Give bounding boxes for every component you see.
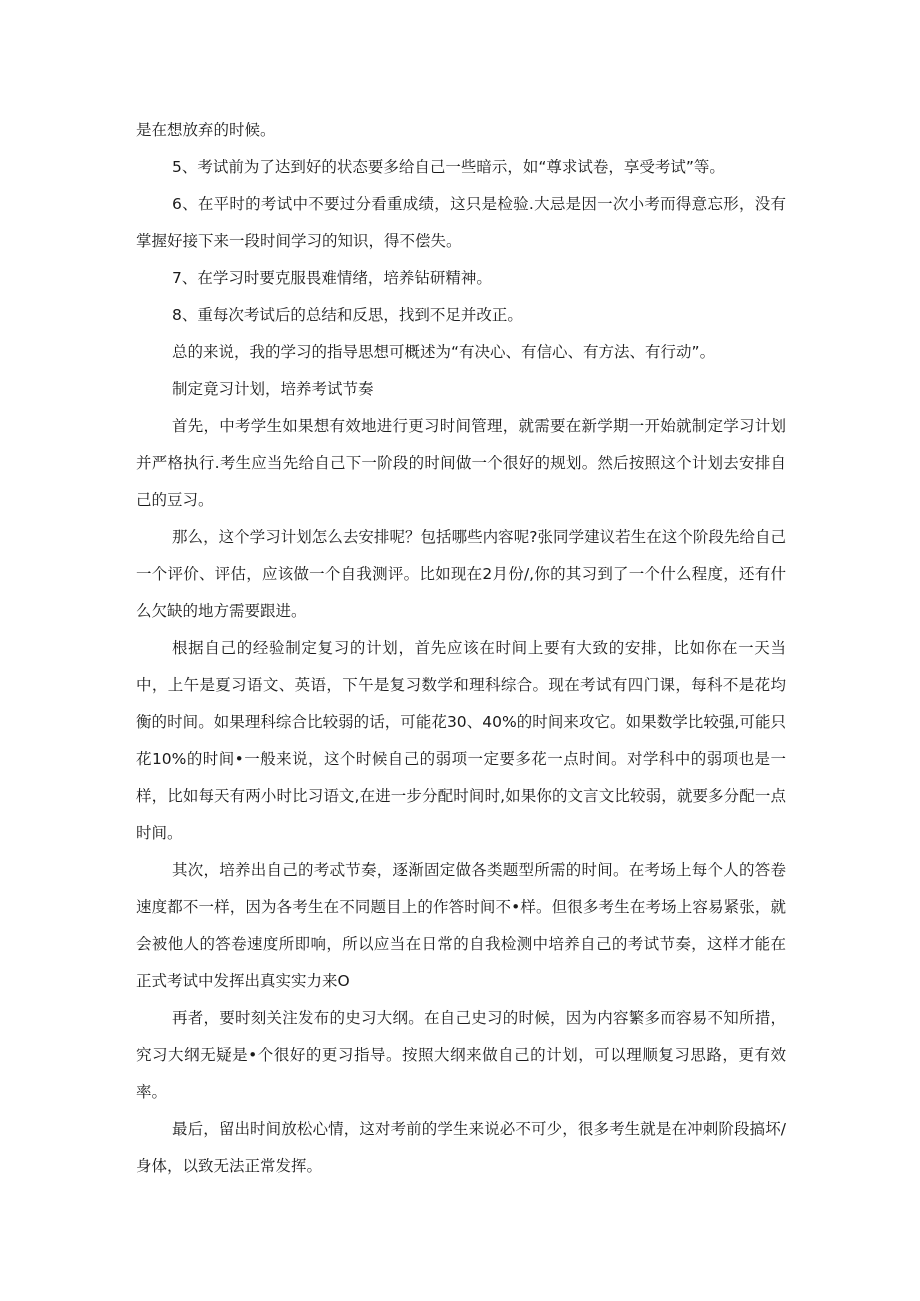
- paragraph: 总的来说，我的学习的指导思想可概述为“有决心、有信心、有方法、有行动”。: [172, 343, 716, 361]
- paragraph: 7、在学习时要克服畏难情绪，培养钻研精神。: [172, 269, 492, 287]
- paragraph: 8、重每次考试后的总结和反思，找到不足并改正。: [172, 306, 523, 324]
- paragraph: 根据自己的经验制定复习的计划，首先应该在时间上要有大致的安排，比如你在一天当中，上午是夏习语文、英语，下午是复习数学和理科综合。现在考试有四门课，每科不是花均衡的时间。如果理科综合比较弱的话，可能花30、40%的时间来攻它。如果数学比较强,可能只花10%的时间•一般来说，这个时候自己的弱项一定要多花一点时间。对学科中的弱项也是一样，比如每天有两小时比习语文,在进一步分配时间时,如果你的文言文比较弱，就要多分配一点时间。: [136, 639, 786, 842]
- paragraph: 首先，中考学生如果想有效地进行更习时间管理，就需要在新学期一开始就制定学习计划并严格执行.考生应当先给自己下一阶段的时间做一个很好的规划。然后按照这个计划去安排自己的豆习。: [136, 417, 786, 509]
- paragraph: 再者，要时刻关注发布的史习大纲。在自己史习的时候，因为内容繁多而容易不知所措，究习大纲无疑是•个很好的更习指导。按照大纲来做自己的计划，可以理顺复习思路，更有效率。: [136, 1009, 786, 1101]
- document-body: [136, 112, 786, 1185]
- paragraph: 那么，这个学习计划怎么去安排呢？包括哪些内容呢?张同学建议若生在这个阶段先给自己一个评价、评估，应该做一个自我测评。比如现在2月份/,你的其习到了一个什么程度，还有什么欠缺的地方需要跟进。: [136, 528, 786, 620]
- paragraph: 最后，留出时间放松心情，这对考前的学生来说必不可少，很多考生就是在冲刺阶段搞坏/身体，以致无法正常发挥。: [136, 1120, 786, 1175]
- paragraph: 6、在平时的考试中不要过分看重成绩，这只是检验.大忌是因一次小考而得意忘形，没有掌握好接下来一段时间学习的知识，得不偿失。: [136, 195, 786, 250]
- paragraph: 是在想放弃的时候。: [136, 121, 276, 139]
- paragraph: 其次，培养出自己的考忒节奏，逐渐固定做各类题型所需的时间。在考场上每个人的答卷速度都不一样，因为各考生在不同题目上的作答时间不•样。但很多考生在考场上容易紧张，就会被他人的答卷速度所即响，所以应当在日常的自我检测中培养自己的考试节奏，这样才能在正式考试中发挥出真实实力来O: [136, 861, 786, 990]
- section-heading: 制定竟习计划，培养考试节奏: [172, 380, 374, 398]
- paragraph: 5、考试前为了达到好的状态要多给自己一些暗示，如“尊求试卷，享受考试”等。: [172, 158, 725, 176]
